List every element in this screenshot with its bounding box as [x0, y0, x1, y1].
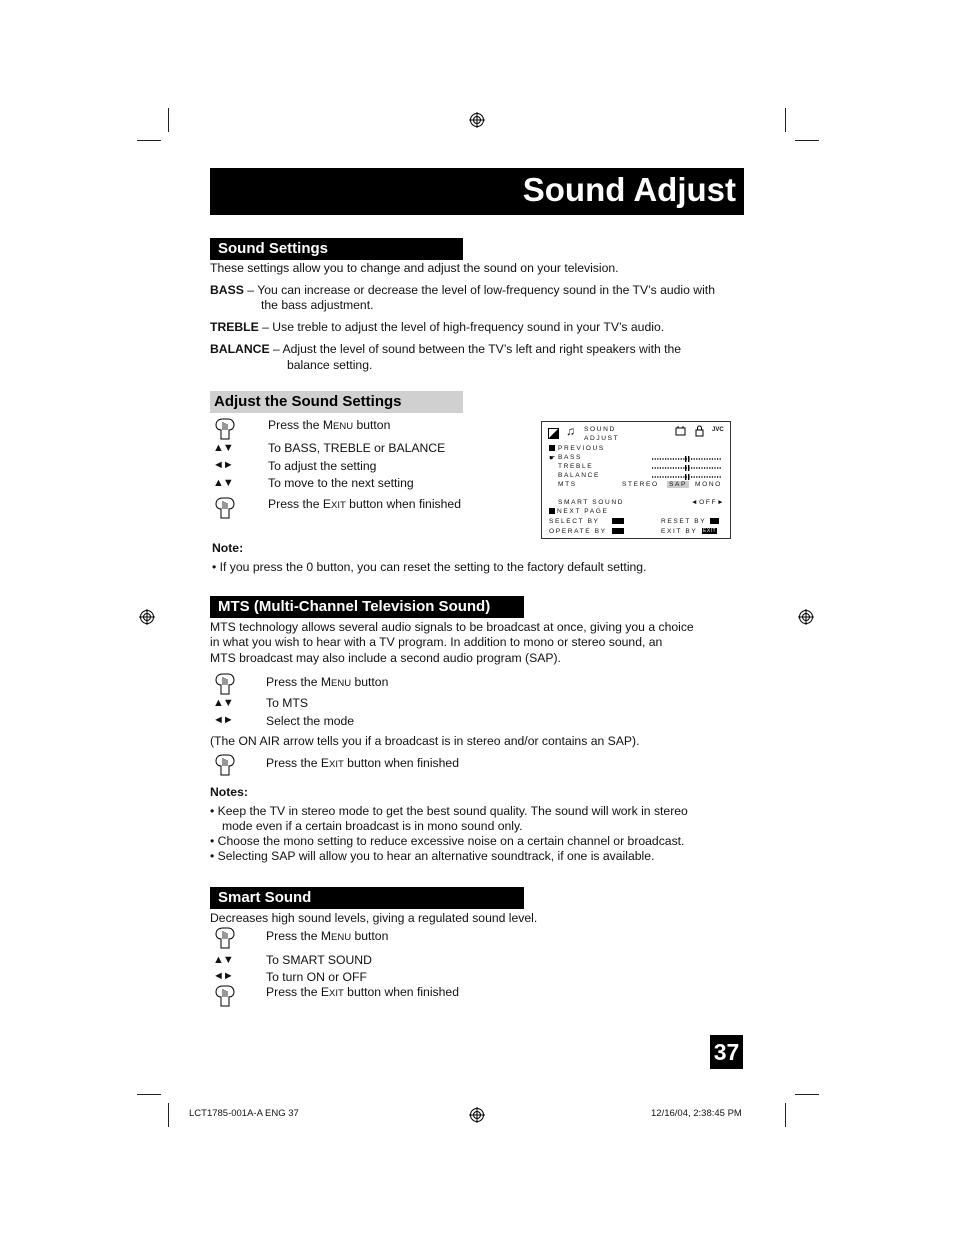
treble-text: – Use treble to adjust the level of high-frequency sound in your TV’s audio. — [258, 320, 665, 334]
hand-press-icon — [213, 672, 237, 696]
balance-term: BALANCE — [210, 342, 270, 356]
smart-step-select: To SMART SOUND — [266, 953, 372, 967]
bass-text-continued: the bass adjustment. — [261, 298, 374, 312]
hand-press-icon — [213, 417, 237, 441]
adjust-step-exit: Press the EXIT button when finished — [268, 497, 461, 511]
mts-step-menu: Press the MENU button — [266, 675, 389, 689]
footer-document-id: LCT1785-001A-A ENG 37 — [189, 1108, 299, 1119]
tv-icon — [548, 428, 559, 439]
osd-select-by: SELECT BY — [549, 518, 600, 525]
osd-exit-key: EXIT — [703, 528, 717, 534]
osd-exit-by: EXIT BY — [661, 528, 698, 535]
hand-press-icon — [213, 496, 237, 520]
hand-press-icon — [213, 753, 237, 777]
mts-step-exit: Press the EXIT button when finished — [266, 756, 459, 770]
osd-treble-bar — [652, 465, 722, 471]
osd-smart-value: ◄OFF► — [691, 499, 726, 506]
up-down-arrows-icon: ▲▼ — [213, 477, 233, 489]
up-down-arrows-icon: ▲▼ — [213, 442, 233, 454]
osd-treble: TREBLE — [558, 463, 594, 470]
crop-mark — [137, 140, 161, 141]
left-right-arrows-icon: ◄► — [213, 970, 233, 982]
bass-text: – You can increase or decrease the level of low-frequency sound in the TV’s audio with — [243, 283, 715, 297]
bass-term: BASS — [210, 283, 244, 297]
osd-operate-by: OPERATE BY — [549, 528, 607, 535]
mts-note-1: • Keep the TV in stereo mode to get the best sound quality. The sound will work in stereo — [210, 804, 688, 818]
crop-mark — [785, 1103, 786, 1127]
section-heading-mts: MTS (Multi-Channel Television Sound) — [210, 596, 524, 618]
up-down-arrows-icon: ▲▼ — [213, 697, 233, 709]
mts-step-select: To MTS — [266, 696, 308, 710]
balance-text-continued: balance setting. — [287, 358, 373, 372]
smart-step-toggle: To turn ON or OFF — [266, 970, 367, 984]
settings-icon — [675, 426, 686, 437]
crop-mark — [168, 108, 169, 132]
mts-note-3: • Selecting SAP will allow you to hear an alternative soundtrack, if one is available. — [210, 849, 655, 863]
mts-intro-line2: in what you wish to hear with a TV program. In addition to mono or stereo sound, an — [210, 635, 663, 649]
treble-term: TREBLE — [210, 320, 259, 334]
sound-settings-intro: These settings allow you to change and adjust the sound on your television. — [210, 261, 619, 275]
osd-previous: PREVIOUS — [558, 445, 605, 452]
bass-definition — [210, 283, 715, 298]
osd-bass: BASS — [558, 454, 582, 461]
smart-step-menu: Press the MENU button — [266, 929, 389, 943]
jvc-logo: JVC — [712, 427, 724, 433]
page-title-bar — [210, 168, 744, 215]
smart-step-exit: Press the EXIT button when finished — [266, 985, 459, 999]
page-number: 37 — [710, 1035, 743, 1069]
osd-reset-by: RESET BY — [661, 518, 707, 525]
osd-up-key-icon — [549, 445, 555, 451]
adjust-step-select: To BASS, TREBLE or BALANCE — [268, 441, 446, 455]
osd-select-key-icon — [612, 518, 624, 524]
osd-bass-bar — [652, 456, 722, 462]
crop-mark — [795, 140, 819, 141]
registration-mark-icon — [139, 609, 155, 625]
mts-note-1-continued: mode even if a certain broadcast is in mono sound only. — [222, 819, 523, 833]
adjust-step-menu: Press the MENU button — [268, 418, 391, 432]
osd-title-sound: SOUND — [584, 426, 616, 433]
osd-mts-mono: MONO — [695, 481, 722, 488]
page-title: Sound Adjust — [522, 171, 736, 208]
osd-operate-key-icon — [612, 528, 624, 534]
section-heading-smart-sound: Smart Sound — [210, 887, 524, 909]
crop-mark — [137, 1094, 161, 1095]
crop-mark — [795, 1094, 819, 1095]
balance-text: – Adjust the level of sound between the TV’s left and right speakers with the — [269, 342, 682, 356]
mts-on-air-note: (The ON AIR arrow tells you if a broadcast is in stereo and/or contains an SAP). — [210, 734, 640, 748]
lock-icon — [695, 425, 704, 437]
osd-pointer-icon: ☛ — [549, 455, 556, 462]
osd-sound-menu — [541, 421, 731, 539]
osd-balance: BALANCE — [558, 472, 600, 479]
crop-mark — [785, 108, 786, 132]
left-right-arrows-icon: ◄► — [213, 714, 233, 726]
note-label: Note: — [212, 541, 244, 555]
hand-press-icon — [213, 926, 237, 950]
footer-timestamp: 12/16/04, 2:38:45 PM — [651, 1108, 742, 1119]
smart-sound-intro: Decreases high sound levels, giving a regulated sound level. — [210, 911, 538, 925]
osd-mts: MTS — [558, 481, 577, 488]
mts-intro-line3: MTS broadcast may also include a second audio program (SAP). — [210, 651, 561, 665]
osd-title-adjust: ADJUST — [584, 435, 620, 442]
treble-definition — [210, 320, 664, 335]
music-note-icon: ♫ — [566, 424, 575, 438]
crop-mark — [168, 1103, 169, 1127]
adjust-step-adjust: To adjust the setting — [268, 459, 377, 473]
osd-next-page: NEXT PAGE — [557, 508, 609, 515]
mts-intro-line1: MTS technology allows several audio signals to be broadcast at once, giving you a choice — [210, 620, 694, 634]
adjust-step-next: To move to the next setting — [268, 476, 414, 490]
hand-press-icon — [213, 984, 237, 1008]
mts-step-mode: Select the mode — [266, 714, 355, 728]
notes-label: Notes: — [210, 785, 248, 799]
left-right-arrows-icon: ◄► — [213, 459, 233, 471]
section-heading-sound-settings: Sound Settings — [210, 238, 463, 260]
note-reset: • If you press the 0 button, you can reset the setting to the factory default setting. — [212, 560, 647, 574]
registration-mark-icon — [469, 112, 485, 128]
registration-mark-icon — [469, 1107, 485, 1123]
osd-reset-key-icon — [710, 518, 719, 524]
registration-mark-icon — [798, 609, 814, 625]
osd-mts-stereo: STEREO — [622, 481, 659, 488]
section-heading-adjust-sound: Adjust the Sound Settings — [210, 391, 463, 413]
up-down-arrows-icon: ▲▼ — [213, 954, 233, 966]
mts-note-2: • Choose the mono setting to reduce excessive noise on a certain channel or broadcast. — [210, 834, 685, 848]
osd-mts-sap: SAP — [669, 481, 687, 488]
osd-balance-bar — [652, 474, 722, 480]
balance-definition — [210, 342, 681, 357]
osd-smart-sound: SMART SOUND — [558, 499, 625, 506]
osd-down-key-icon — [549, 508, 555, 514]
